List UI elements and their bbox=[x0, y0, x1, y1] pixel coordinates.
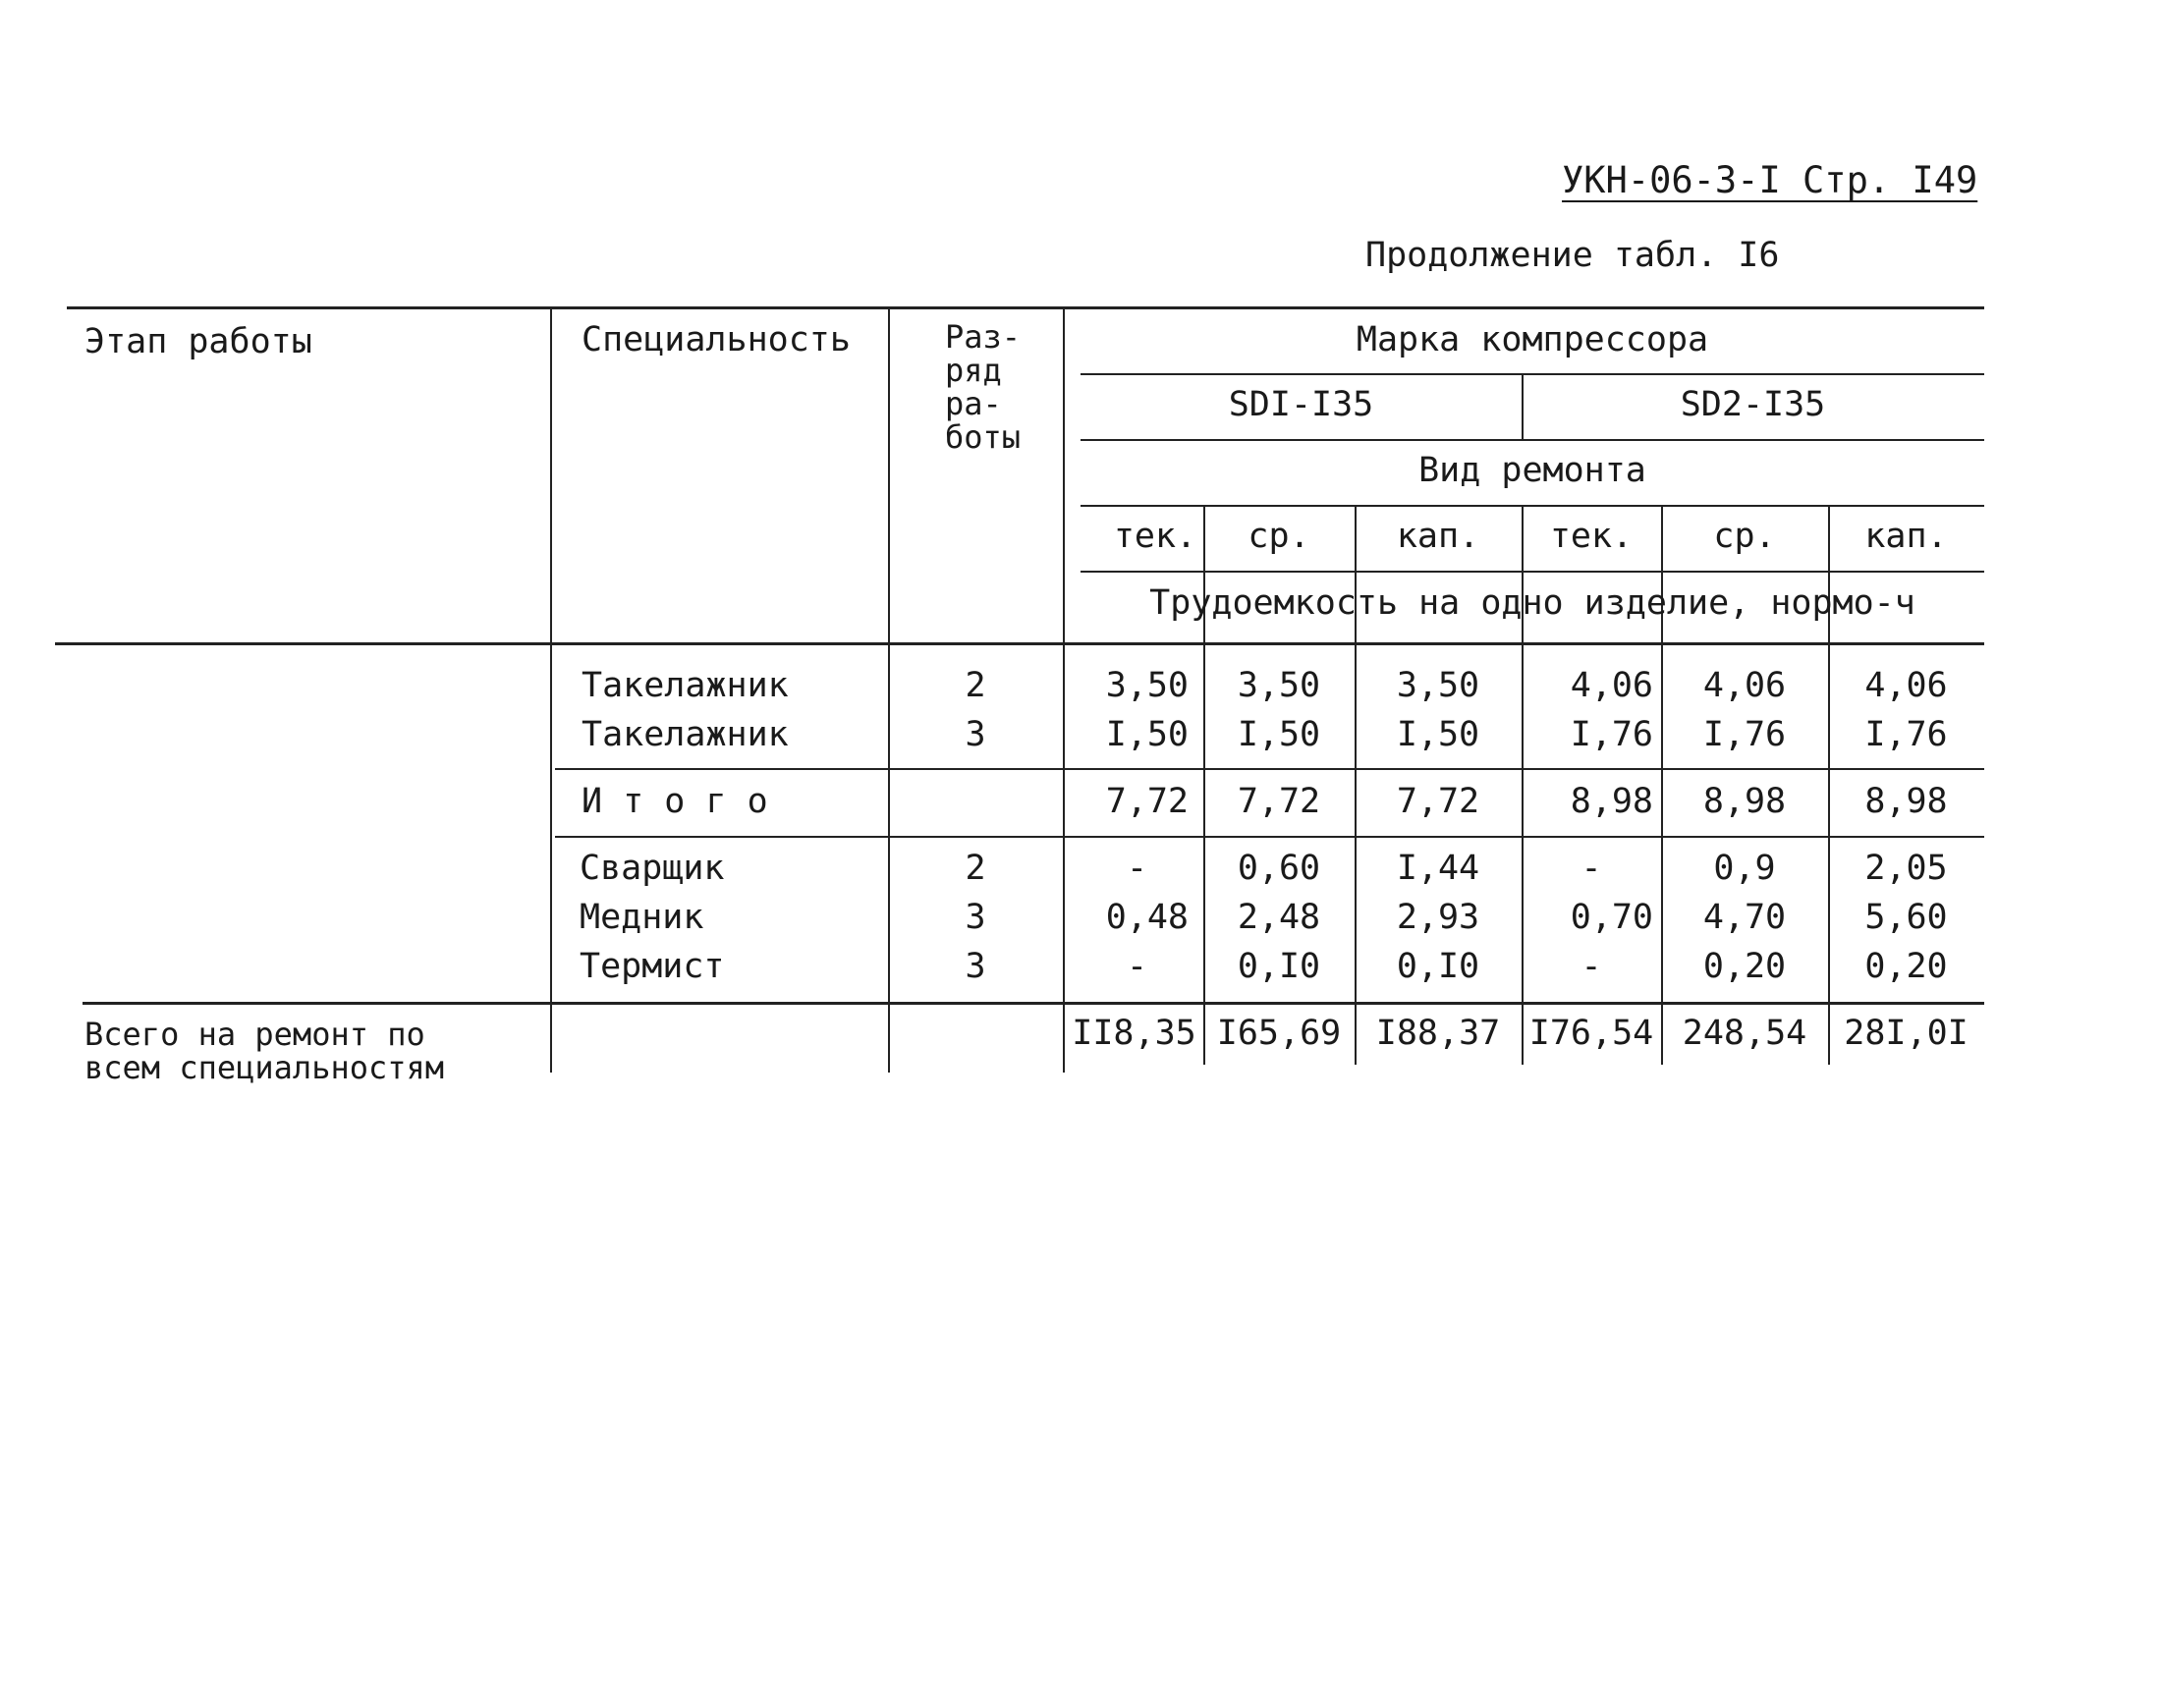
table-cell: 7,72 bbox=[1105, 782, 1189, 821]
header-kind-2: ср. bbox=[1248, 517, 1310, 556]
document-reference: УКН-06-3-I Стр. I49 bbox=[1562, 159, 1978, 201]
total-label: Всего на ремонт по всем специальностям bbox=[84, 1016, 445, 1086]
table-cell: I,76 bbox=[1702, 715, 1787, 754]
table-cell: 0,20 bbox=[1702, 947, 1787, 986]
table-cell: 3,50 bbox=[1105, 666, 1189, 705]
table-cell: I,50 bbox=[1237, 715, 1321, 754]
table-row-grade: 3 bbox=[965, 947, 986, 986]
header-specialty: Специальность bbox=[582, 320, 851, 359]
header-repair-type: Вид ремонта bbox=[1418, 451, 1646, 490]
header-bottom-rule bbox=[55, 642, 1984, 645]
table-cell: 8,98 bbox=[1864, 782, 1948, 821]
table-cell: - bbox=[1581, 849, 1602, 888]
header-labor-units: Трудоемкость на одно изделие, нормо-ч bbox=[1149, 583, 1915, 623]
total-cell: 248,54 bbox=[1682, 1014, 1807, 1053]
table-cell: I,50 bbox=[1396, 715, 1480, 754]
table-cell: 5,60 bbox=[1864, 898, 1948, 937]
table-cell: 0,70 bbox=[1570, 898, 1653, 937]
table-cell: 0,I0 bbox=[1396, 947, 1480, 986]
table-cell: 0,I0 bbox=[1237, 947, 1321, 986]
table-row-grade: 2 bbox=[965, 849, 986, 888]
col-divider-stage bbox=[550, 306, 552, 1073]
rule-under-repair-type bbox=[1081, 505, 1984, 507]
table-row-specialty: Такелажник bbox=[582, 666, 789, 705]
table-cell: 0,9 bbox=[1713, 849, 1776, 888]
rule-under-brand bbox=[1081, 373, 1984, 375]
total-cell: I88,37 bbox=[1375, 1014, 1501, 1053]
table-row-specialty: Термист bbox=[580, 947, 725, 986]
table-cell: 4,06 bbox=[1864, 666, 1948, 705]
table-top-rule bbox=[67, 306, 1984, 309]
table-cell: 4,70 bbox=[1702, 898, 1787, 937]
table-row-grade: 2 bbox=[965, 666, 986, 705]
rule-under-repair-kinds bbox=[1081, 571, 1984, 573]
table-cell: - bbox=[1126, 947, 1148, 986]
table-cell: 7,72 bbox=[1396, 782, 1480, 821]
header-kind-6: кап. bbox=[1864, 517, 1948, 556]
total-cell: II8,35 bbox=[1072, 1014, 1196, 1053]
table-cell: 0,20 bbox=[1864, 947, 1948, 986]
rule-below-itogo bbox=[555, 836, 1984, 838]
header-kind-3: кап. bbox=[1396, 517, 1480, 556]
table-row-specialty: Такелажник bbox=[582, 715, 789, 754]
rule-above-total bbox=[83, 1002, 1984, 1005]
table-cell: 0,48 bbox=[1105, 898, 1189, 937]
rule-under-models bbox=[1081, 439, 1984, 441]
table-cell: 3,50 bbox=[1237, 666, 1321, 705]
table-cell: 7,72 bbox=[1237, 782, 1321, 821]
total-cell: 28I,0I bbox=[1844, 1014, 1969, 1053]
table-cell: 8,98 bbox=[1570, 782, 1653, 821]
table-cell: I,44 bbox=[1396, 849, 1480, 888]
table-cell: I,76 bbox=[1570, 715, 1653, 754]
col-divider-grade bbox=[1063, 306, 1065, 1073]
header-grade: Раз- ряд ра- боты bbox=[945, 318, 1022, 456]
itogo-label: И т о г о bbox=[582, 782, 768, 821]
table-cell: 2,48 bbox=[1237, 898, 1321, 937]
header-model-1: SDI-I35 bbox=[1228, 385, 1374, 424]
table-cell: I,50 bbox=[1105, 715, 1189, 754]
header-kind-5: ср. bbox=[1713, 517, 1776, 556]
header-model-2: SD2-I35 bbox=[1680, 385, 1826, 424]
total-cell: I76,54 bbox=[1528, 1014, 1654, 1053]
table-row-grade: 3 bbox=[965, 898, 986, 937]
table-cell: 2,05 bbox=[1864, 849, 1948, 888]
table-row-specialty: Медник bbox=[580, 898, 704, 937]
header-kind-1: тек. bbox=[1113, 517, 1197, 556]
header-stage: Этап работы bbox=[84, 322, 312, 361]
table-cell: 4,06 bbox=[1702, 666, 1787, 705]
table-cell: - bbox=[1126, 849, 1148, 888]
table-cell: I,76 bbox=[1864, 715, 1948, 754]
table-cell: - bbox=[1581, 947, 1602, 986]
table-caption: Продолжение табл. I6 bbox=[1365, 236, 1780, 275]
table-cell: 3,50 bbox=[1396, 666, 1480, 705]
table-cell: 4,06 bbox=[1570, 666, 1653, 705]
rule-above-itogo bbox=[555, 768, 1984, 770]
table-cell: 2,93 bbox=[1396, 898, 1480, 937]
table-row-grade: 3 bbox=[965, 715, 986, 754]
table-cell: 8,98 bbox=[1702, 782, 1787, 821]
table-row-specialty: Сварщик bbox=[580, 849, 725, 888]
table-cell: 0,60 bbox=[1237, 849, 1321, 888]
header-compressor-brand: Марка компрессора bbox=[1356, 320, 1709, 359]
total-cell: I65,69 bbox=[1216, 1014, 1342, 1053]
header-kind-4: тек. bbox=[1549, 517, 1634, 556]
